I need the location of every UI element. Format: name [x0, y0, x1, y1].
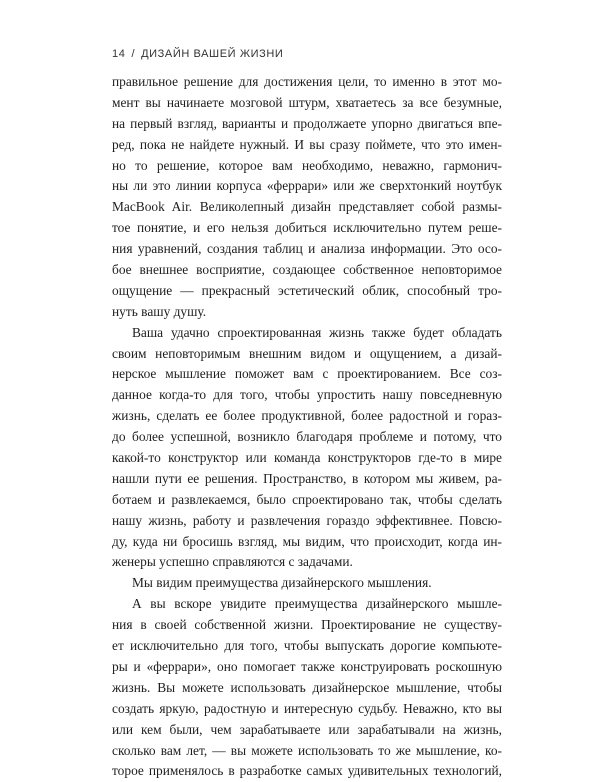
body-text — [112, 72, 502, 782]
text-line: нерское мышление поможет вам с проектированием. Все соз- — [112, 366, 502, 382]
paragraph — [112, 72, 502, 323]
text-line: женеры успешно справляются с задачами. — [112, 554, 353, 570]
text-line: MacBook Air. Великолепный дизайн представляет собой размы- — [112, 199, 502, 215]
text-line: торое применялось в разработке самых удивительных технологий, — [112, 763, 502, 779]
text-line: но то решение, которое вам необходимо, неважно, гармонич- — [112, 157, 502, 173]
text-line: мент вы начинаете мозговой штурм, хватаетесь за все безумные, — [112, 94, 502, 110]
paragraph — [112, 323, 502, 574]
text-line: ния уравнений, создания таблиц и анализа информации. Это осо- — [112, 241, 502, 257]
text-line: какой-то конструктор или команда конструкторов где-то в мире — [112, 450, 502, 466]
text-line: своим неповторимым внешним видом и ощущением, а дизай- — [112, 345, 502, 361]
text-line: жизнь. Вы можете использовать дизайнерское мышление, чтобы — [112, 679, 502, 695]
text-line: создать яркую, радостную и интересную судьбу. Неважно, кто вы — [112, 700, 502, 716]
text-line: ощущение — прекрасный эстетический облик, способный тро- — [112, 282, 502, 298]
text-line: правильное решение для достижения цели, то именно в этот мо- — [112, 74, 502, 89]
text-line: ред, пока не найдете нужный. И вы сразу поймете, что это имен- — [112, 136, 502, 152]
text-line: жизнь, сделать ее более продуктивной, более радостной и гораз- — [112, 408, 502, 424]
text-line: на первый взгляд, варианты и продолжаете упорно двигаться впе- — [112, 115, 502, 131]
text-line: Мы видим преимущества дизайнерского мышления. — [132, 575, 432, 591]
text-line: тое понятие, и его нельзя добиться исключительно путем реше- — [112, 220, 502, 236]
text-line: ны ли это линии корпуса «феррари» или же сверхтонкий ноутбук — [112, 178, 502, 194]
text-line: ры и «феррари», оно помогает также конструировать роскошную — [112, 658, 502, 674]
text-line: ет исключительно для того, чтобы выпускать дорогие компьюте- — [112, 638, 502, 654]
page-number: 14 — [112, 48, 126, 60]
header-separator: / — [131, 48, 136, 60]
paragraph — [112, 573, 502, 594]
text-line: или кем были, чем зарабатываете или зарабатывали на жизнь, — [112, 721, 502, 737]
text-line: Ваша удачно спроектированная жизнь также будет обладать — [132, 324, 502, 340]
text-line: нуть вашу душу. — [112, 303, 207, 319]
paragraph — [112, 594, 502, 782]
text-line: до более успешной, возникло благодаря проблеме и потому, что — [112, 429, 502, 445]
text-line: ботаем и развлекаемся, было спроектировано так, чтобы сделать — [112, 491, 502, 507]
running-header — [112, 48, 283, 60]
text-line: данное когда-то для того, чтобы упростить нашу повседневную — [112, 387, 502, 403]
running-title: ДИЗАЙН ВАШЕЙ ЖИЗНИ — [141, 48, 284, 60]
text-line: ния в своей собственной жизни. Проектирование не существу- — [112, 617, 502, 633]
text-line: бое внешнее восприятие, создающее собственное неповторимое — [112, 262, 502, 278]
text-line: ду, куда ни бросишь взгляд, мы видим, что происходит, когда ин- — [112, 533, 502, 549]
text-line: нашу жизнь, работу и развлечения гораздо эффективнее. Повсю- — [112, 512, 502, 528]
text-line: А вы вскоре увидите преимущества дизайнерского мышле- — [132, 596, 502, 612]
text-line: нашли пути ее решения. Пространство, в котором мы живем, ра- — [112, 470, 502, 486]
text-line: сколько вам лет, — вы можете использовать то же мышление, ко- — [112, 742, 502, 758]
